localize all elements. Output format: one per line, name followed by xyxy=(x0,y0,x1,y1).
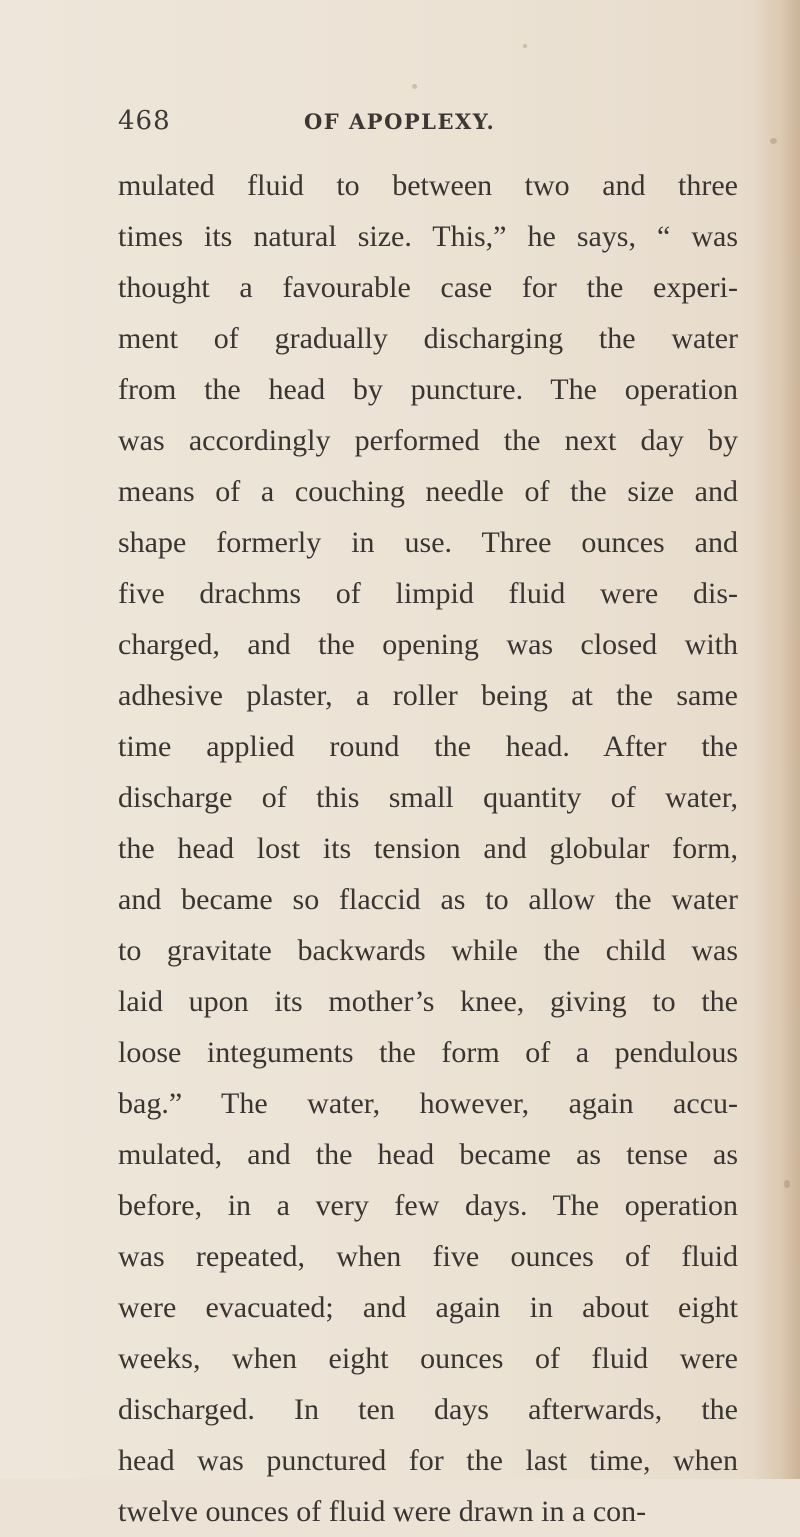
foxing-spot xyxy=(784,1180,790,1188)
text-line: means of a couching needle of the size and xyxy=(118,475,738,508)
text-line: charged, and the opening was closed with xyxy=(118,628,738,661)
page-number: 468 xyxy=(118,106,171,136)
text-line: was repeated, when five ounces of fluid xyxy=(118,1240,738,1273)
page-edge-shadow xyxy=(754,0,800,1479)
body-text xyxy=(118,160,738,1537)
text-line: shape formerly in use. Three ounces and xyxy=(118,526,738,559)
text-line: bag.” The water, however, again accu- xyxy=(118,1087,738,1120)
text-line: five drachms of limpid fluid were dis- xyxy=(118,577,738,610)
text-line: weeks, when eight ounces of fluid were xyxy=(118,1342,738,1375)
text-line: adhesive plaster, a roller being at the same xyxy=(118,679,738,712)
text-line: and became so flaccid as to allow the water xyxy=(118,883,738,916)
text-line: the head lost its tension and globular form, xyxy=(118,832,738,865)
page-header xyxy=(118,106,738,146)
foxing-spot xyxy=(770,138,777,144)
text-line: mulated, and the head became as tense as xyxy=(118,1138,738,1171)
text-line: from the head by puncture. The operation xyxy=(118,373,738,406)
text-line: ment of gradually discharging the water xyxy=(118,322,738,355)
foxing-spot xyxy=(412,84,417,89)
foxing-spot xyxy=(523,44,527,48)
text-line: mulated fluid to between two and three xyxy=(118,169,738,202)
text-line: discharged. In ten days afterwards, the xyxy=(118,1393,738,1426)
text-line: times its natural size. This,” he says, “ was xyxy=(118,220,738,253)
text-line: thought a favourable case for the experi- xyxy=(118,271,738,304)
text-line: time applied round the head. After the xyxy=(118,730,738,763)
text-line: to gravitate backwards while the child was xyxy=(118,934,738,967)
text-line: laid upon its mother’s knee, giving to the xyxy=(118,985,738,1018)
text-line: discharge of this small quantity of water, xyxy=(118,781,738,814)
text-line: was accordingly performed the next day by xyxy=(118,424,738,457)
text-line: twelve ounces of fluid were drawn in a con- xyxy=(118,1495,647,1528)
text-line: were evacuated; and again in about eight xyxy=(118,1291,738,1324)
running-head: OF APOPLEXY. xyxy=(304,109,496,134)
text-line: head was punctured for the last time, when xyxy=(118,1444,738,1477)
text-line: before, in a very few days. The operation xyxy=(118,1189,738,1222)
text-line: loose integuments the form of a pendulous xyxy=(118,1036,738,1069)
